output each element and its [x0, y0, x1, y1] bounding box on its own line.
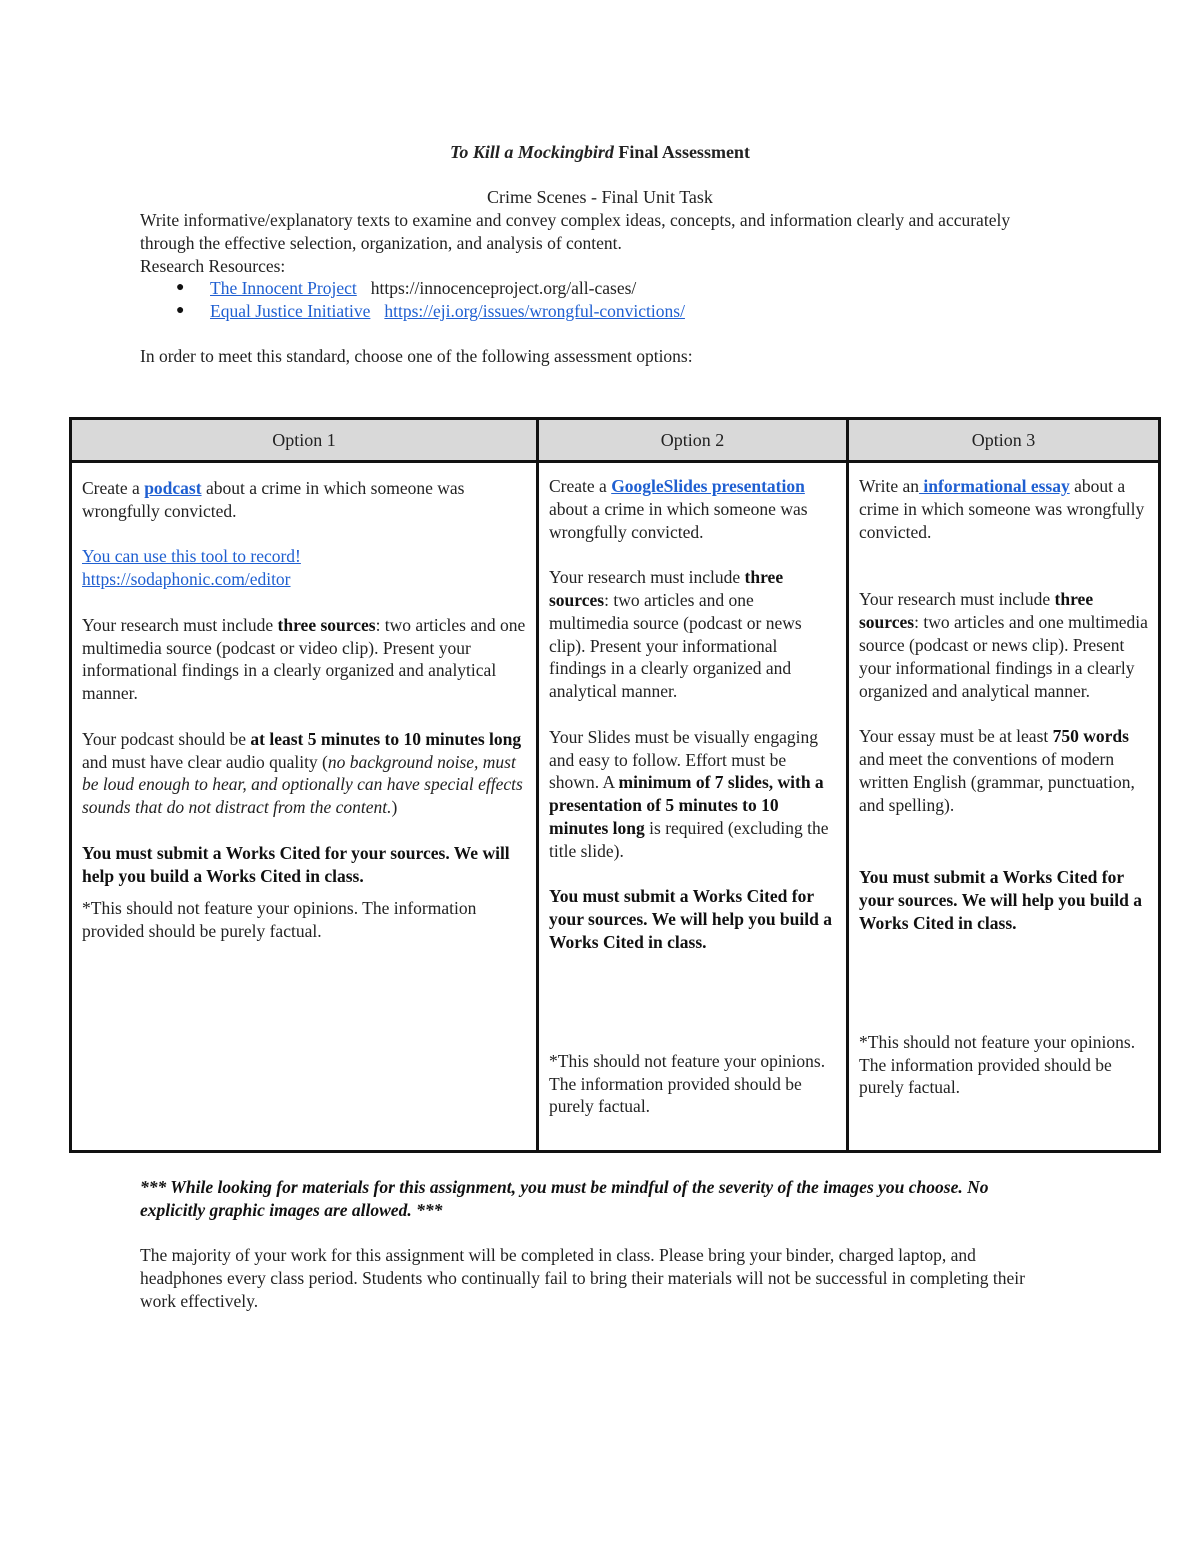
- option-1-research: Your research must include three sources: two articles and one multimedia source (podcast or video clip). Present your informational findings in a clearly organized and analytical manner.: [82, 614, 526, 704]
- option-3-intro: Write an informational essay about a crime in which someone was wrongfully convicted.: [859, 476, 1145, 542]
- googleslides-link[interactable]: GoogleSlides presentation: [611, 476, 805, 496]
- standard-text: Write informative/explanatory texts to examine and convey complex ideas, concepts, and information clearly and accurately through the effective selection, organization, and analysis of content.: [140, 210, 1011, 253]
- option-2-note: *This should not feature your opinions. The information provided should be purely factual.: [549, 1050, 826, 1117]
- option-3-essay: Your essay must be at least 750 words and meet the conventions of modern written English (grammar, punctuation, and spelling).: [859, 726, 1135, 815]
- page-subtitle: Crime Scenes - Final Unit Task: [487, 187, 713, 207]
- resources-label: Research Resources:: [140, 255, 286, 276]
- option-1-note: *This should not feature your opinions. The information provided should be purely factual.: [82, 898, 477, 942]
- title-book-name: To Kill a Mockingbird: [450, 142, 614, 162]
- options-body-row: [71, 462, 1160, 1152]
- option-3-header: Option 3: [848, 419, 1160, 462]
- option-2-works-cited: You must submit a Works Cited for your sources. We will help you build a Works Cited in class.: [549, 886, 832, 952]
- page-title: [0, 141, 1200, 164]
- title-rest: Final Assessment: [613, 142, 750, 162]
- resource-item: [140, 300, 1060, 323]
- resource-url-innocent-project: https://innocenceproject.org/all-cases/: [370, 278, 637, 299]
- resource-item: [140, 277, 1060, 300]
- instruction-text: In order to meet this standard, choose one of the following assessment options:: [140, 346, 693, 366]
- option-1-works-cited: You must submit a Works Cited for your sources. We will help you build a Works Cited in class.: [82, 842, 510, 886]
- options-header-row: [71, 419, 1160, 462]
- option-2-research: Your research must include three sources: two articles and one multimedia source (podcast or news clip). Present your informational findings in a clearly organized and analytical manner.: [549, 567, 802, 702]
- option-2-intro: Create a GoogleSlides presentation about a crime in which someone was wrongfully convicted.: [549, 476, 808, 542]
- bullet-icon: ●: [176, 280, 185, 296]
- option-3-works-cited: You must submit a Works Cited for your sources. We will help you build a Works Cited in class.: [859, 867, 1142, 933]
- option-2-slides: Your Slides must be visually engaging and easy to follow. Effort must be shown. A minimum of 7 slides, with a presentation of 5 minutes to 10 minutes long is required (excluding the title slide).: [549, 726, 829, 861]
- resource-link-eji[interactable]: Equal Justice Initiative: [210, 301, 371, 322]
- bullet-icon: ●: [176, 303, 185, 319]
- option-1-cell: [71, 462, 538, 1152]
- resource-url-eji[interactable]: https://eji.org/issues/wrongful-convictions/: [384, 301, 685, 322]
- option-2-header: Option 2: [538, 419, 848, 462]
- graphic-images-warning: *** While looking for materials for this assignment, you must be mindful of the severity of the images you choose. No explicitly graphic images are allowed. ***: [140, 1177, 989, 1220]
- option-1-header: Option 1: [71, 419, 538, 462]
- option-3-research: Your research must include three sources: two articles and one multimedia source (podcast or news clip). Present your informational findings in a clearly organized and analytical manner.: [859, 589, 1148, 701]
- option-3-cell: [848, 462, 1160, 1152]
- option-1-tool: [82, 545, 526, 591]
- intro-section: [140, 209, 1060, 323]
- option-1-intro: Create a podcast about a crime in which someone was wrongfully convicted.: [82, 478, 465, 521]
- resource-list: [140, 277, 1060, 323]
- record-tool-link[interactable]: You can use this tool to record!: [82, 546, 301, 567]
- option-2-cell: [538, 462, 848, 1152]
- podcast-link[interactable]: podcast: [144, 478, 202, 498]
- sodaphonic-url[interactable]: https://sodaphonic.com/editor: [82, 569, 291, 590]
- option-1-length: Your podcast should be at least 5 minutes to 10 minutes long and must have clear audio quality (no background noise, must be loud enough to hear, and optionally can have special effects sounds that do not distract from the content.): [82, 728, 523, 818]
- option-3-note: *This should not feature your opinions. The information provided should be purely factual.: [859, 1031, 1136, 1098]
- resource-link-innocent-project[interactable]: The Innocent Project: [210, 278, 357, 299]
- materials-reminder: The majority of your work for this assignment will be completed in class. Please bring your binder, charged laptop, and headphones every class period. Students who continually fail to bring their materials will not be successful in completing their work effectively.: [140, 1245, 1025, 1311]
- informational-essay-link[interactable]: informational essay: [919, 476, 1070, 496]
- options-table: [69, 417, 1161, 1153]
